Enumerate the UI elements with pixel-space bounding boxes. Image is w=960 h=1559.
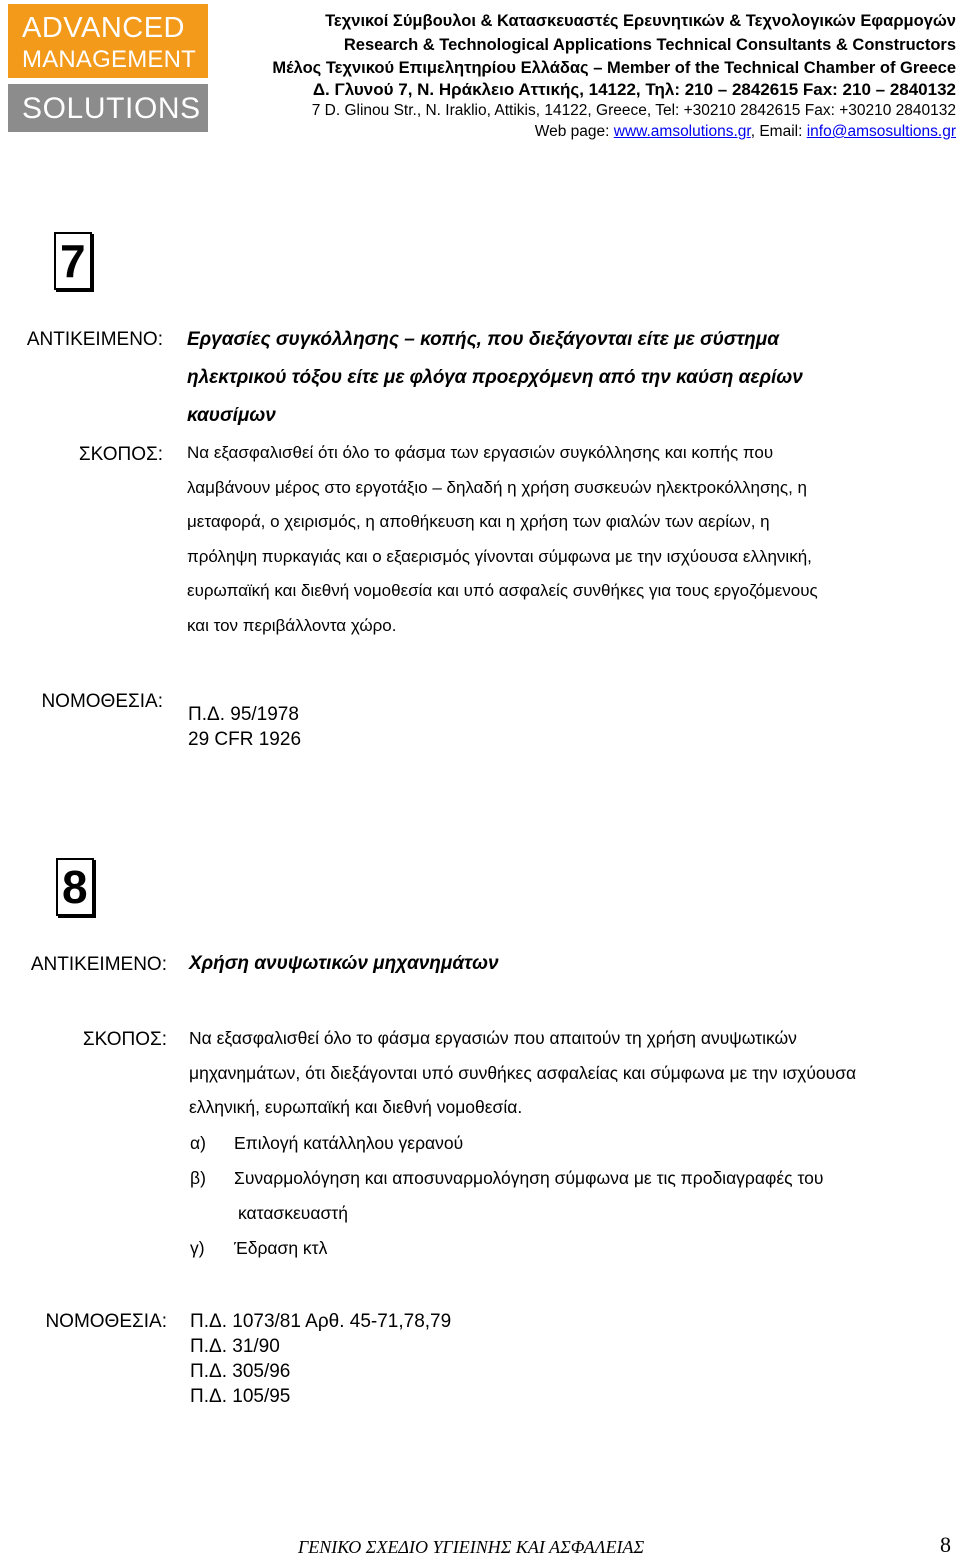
law-item: Π.Δ. 31/90: [190, 1336, 280, 1357]
page-number: 8: [940, 1532, 951, 1557]
email-label: , Email:: [750, 123, 807, 140]
header-line-english-title: Research & Technological Applications Technical Consultants & Constructors: [343, 36, 956, 54]
list-marker: β): [190, 1168, 206, 1188]
purpose-line: μηχανημάτων, ότι διεξάγονται υπό συνθήκες ασφαλείας και σύμφωνα με την ισχύουσα: [189, 1062, 857, 1083]
email-link[interactable]: info@amsosultions.gr: [806, 123, 956, 140]
subject-label: ΑΝΤΙΚΕΙΜΕΝΟ:: [30, 954, 167, 975]
purpose-line: ελληνική, ευρωπαϊκή και διεθνή νομοθεσία.: [189, 1097, 523, 1118]
subject-line: καυσίμων: [187, 405, 276, 426]
section-8-subject: [189, 945, 949, 983]
list-marker: α): [190, 1133, 206, 1153]
law-item: Π.Δ. 95/1978: [188, 704, 299, 725]
logo-bottom-block: [8, 84, 208, 132]
purpose-line: πρόληψη πυρκαγιάς και ο εξαερισμός γίνονται σύμφωνα με την ισχύουσα ελληνική,: [187, 546, 812, 566]
web-label: Web page:: [534, 123, 614, 140]
website-link[interactable]: www.amsolutions.gr: [613, 123, 751, 140]
law-item: Π.Δ. 1073/81 Αρθ. 45-71,78,79: [190, 1311, 452, 1332]
header-line-contact: [535, 122, 956, 142]
logo-line-management: MANAGEMENT: [22, 46, 197, 73]
legislation-label: ΝΟΜΟΘΕΣΙΑ:: [41, 691, 163, 712]
footer-title: ΓΕΝΙΚΟ ΣΧΕΔΙΟ ΥΓΙΕΙΝΗΣ ΚΑΙ ΑΣΦΑΛΕΙΑΣ: [298, 1537, 645, 1557]
list-item: [190, 1131, 463, 1155]
list-text: κατασκευαστή: [238, 1203, 348, 1223]
subject-line: ηλεκτρικού τόξου είτε με φλόγα προερχόμενη από την καύση αερίων: [187, 367, 803, 388]
legislation-label: ΝΟΜΟΘΕΣΙΑ:: [45, 1311, 167, 1332]
section-8-legislation: [190, 1309, 451, 1409]
purpose-label: ΣΚΟΠΟΣ:: [78, 444, 163, 465]
law-item: 29 CFR 1926: [188, 729, 302, 750]
list-text: Επιλογή κατάλληλου γερανού: [234, 1133, 464, 1153]
purpose-line: Να εξασφαλισθεί όλο το φάσμα εργασιών που απαιτούν τη χρήση ανυψωτικών: [189, 1028, 797, 1048]
section-7-subject: [187, 321, 947, 435]
header-line-greek-title: Τεχνικοί Σύμβουλοι & Κατασκευαστές Ερευνητικών & Τεχνολογικών Εφαρμογών: [325, 12, 956, 30]
purpose-line: λαμβάνουν μέρος στο εργοτάξιο – δηλαδή η χρήση συσκευών ηλεκτροκόλλησης, η: [187, 477, 807, 497]
law-item: Π.Δ. 305/96: [190, 1361, 291, 1382]
purpose-line: Να εξασφαλισθεί ότι όλο το φάσμα των εργασιών συγκόλλησης και κοπής που: [187, 443, 774, 462]
list-item: [194, 1201, 348, 1225]
subject-label: ΑΝΤΙΚΕΙΜΕΝΟ:: [26, 329, 163, 350]
section-8-purpose: [189, 1021, 949, 1125]
purpose-line: ευρωπαϊκή και διεθνή νομοθεσία και υπό ασφαλείς συνθήκες για τους εργοζόμενους: [187, 581, 818, 601]
purpose-line: και τον περιβάλλοντα χώρο.: [187, 615, 397, 635]
list-text: Συναρμολόγηση και αποσυναρμολόγηση σύμφωνα με τις προδιαγραφές του: [234, 1168, 824, 1188]
header-line-chamber: Μέλος Τεχνικού Επιμελητηρίου Ελλάδας – Member of the Technical Chamber of Greece: [272, 59, 956, 77]
logo-line-solutions: SOLUTIONS: [22, 92, 201, 125]
section-number-7: 7: [54, 232, 92, 290]
law-item: Π.Δ. 105/95: [190, 1386, 291, 1407]
section-number-8: 8: [56, 858, 94, 916]
subject-line: Χρήση ανυψωτικών μηχανημάτων: [189, 953, 499, 974]
logo-line-advanced: ADVANCED: [22, 12, 185, 44]
section-7-purpose: [187, 436, 947, 644]
subject-line: Εργασίες συγκόλλησης – κοπής, που διεξάγονται είτε με σύστημα: [187, 329, 780, 350]
list-text: Έδραση κτλ: [234, 1238, 328, 1258]
purpose-label: ΣΚΟΠΟΣ:: [82, 1029, 167, 1050]
list-marker: γ): [190, 1238, 205, 1258]
list-item: [190, 1166, 823, 1190]
header-line-greek-address: Δ. Γλυνού 7, Ν. Ηράκλειο Αττικής, 14122, Τηλ: 210 – 2842615 Fax: 210 – 2840132: [312, 80, 956, 99]
company-logo: [8, 4, 208, 132]
purpose-line: μεταφορά, ο χειρισμός, η αποθήκευση και η χρήση των φιαλών των αερίων, η: [187, 512, 770, 532]
list-item: [190, 1236, 327, 1260]
section-7-legislation: [188, 702, 301, 752]
header-line-english-address: 7 D. Glinou Str., N. Iraklio, Attikis, 14122, Greece, Tel: +30210 2842615 Fax: +30210 2840132: [311, 102, 956, 119]
logo-top-block: [8, 4, 208, 78]
